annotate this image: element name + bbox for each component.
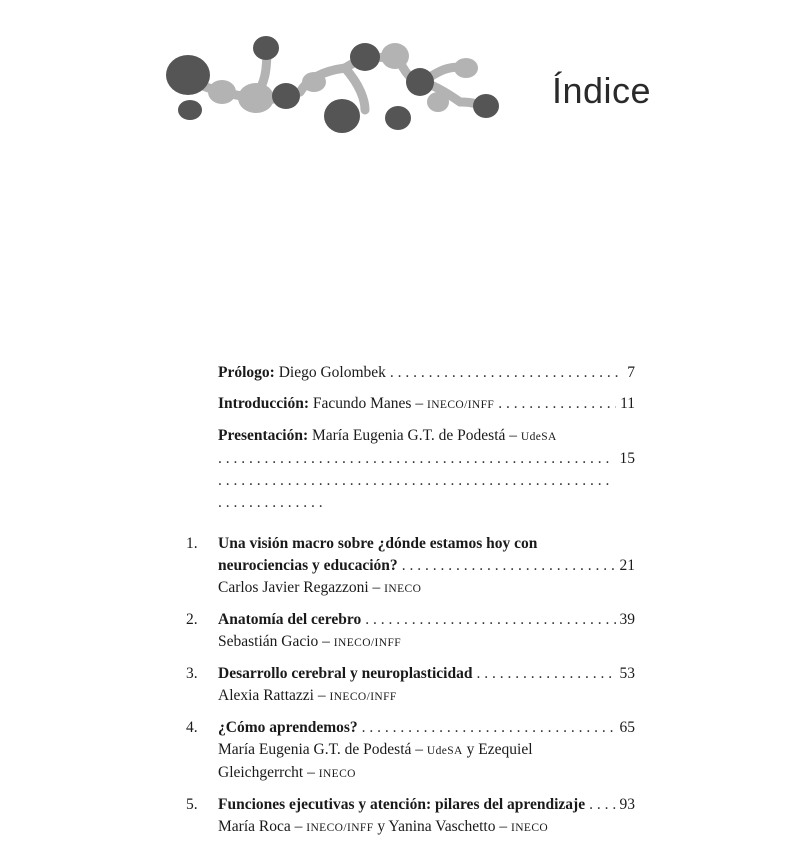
molecule-node	[454, 58, 478, 78]
entry-title: ¿Cómo aprendemos?	[218, 719, 358, 736]
chapter-number: 2.	[186, 611, 198, 628]
entry-title: Prólogo:	[218, 364, 275, 381]
entry-title-cont: neurociencias y educación?	[218, 557, 398, 574]
entry-affiliation: INECO	[384, 583, 422, 595]
page-number: 7	[627, 364, 635, 381]
entry-author: Alexia Rattazzi –	[218, 687, 326, 704]
toc-entry-chapter-1	[0, 533, 800, 600]
chapter-number: 3.	[186, 665, 198, 682]
entry-author-cont: y Yanina Vaschetto –	[377, 818, 508, 835]
entry-title: Introducción:	[218, 395, 310, 412]
leader-dots	[390, 362, 623, 384]
toc-entry-presentacion	[0, 425, 800, 514]
entry-affiliation: INECO/INFF	[333, 637, 402, 649]
entry-author: Facundo Manes –	[312, 395, 424, 412]
molecule-node	[350, 43, 380, 71]
table-of-contents	[0, 362, 800, 848]
molecule-node	[381, 43, 409, 69]
molecule-node	[166, 55, 210, 95]
page-number: 11	[620, 395, 635, 412]
molecule-node	[253, 36, 279, 60]
molecule-node	[473, 94, 499, 118]
leader-dots	[476, 663, 615, 685]
page-number: 21	[619, 557, 635, 574]
leader-dots	[402, 555, 616, 577]
molecule-node	[324, 99, 360, 133]
toc-entry-chapter-5	[0, 794, 800, 839]
molecule-graphic	[160, 30, 505, 140]
entry-affiliation: INECO/INFF	[426, 399, 495, 411]
page-number: 93	[619, 796, 635, 813]
toc-entry-chapter-4	[0, 717, 800, 785]
entry-affiliation: INECO	[511, 822, 549, 834]
leader-dots	[218, 448, 616, 514]
entry-title: Una visión macro sobre ¿dónde estamos hoy con	[218, 535, 538, 552]
entry-affiliation: UdeSA	[426, 745, 463, 757]
entry-affiliation: UdeSA	[520, 431, 557, 443]
entry-author: María Roca –	[218, 818, 303, 835]
leader-dots	[365, 609, 615, 631]
molecule-node	[406, 68, 434, 96]
entry-title: Presentación:	[218, 427, 309, 444]
toc-entry-chapter-3	[0, 663, 800, 708]
molecule-nodes	[166, 36, 499, 133]
entry-affiliation: INECO	[318, 768, 356, 780]
chapter-number: 5.	[186, 796, 198, 813]
page-title: Índice	[552, 70, 652, 111]
molecule-node	[385, 106, 411, 130]
entry-affiliation: INECO/INFF	[306, 822, 374, 834]
leader-dots	[589, 794, 615, 816]
entry-author: María Eugenia G.T. de Podestá –	[311, 427, 518, 444]
chapter-number: 4.	[186, 719, 198, 736]
entry-author-cont: y Ezequiel	[466, 741, 533, 758]
leader-dots	[362, 717, 616, 739]
toc-entry-introduccion	[0, 393, 800, 416]
entry-author: Gleichgerrcht –	[218, 764, 315, 781]
page-number: 65	[619, 719, 635, 736]
entry-author: Sebastián Gacio –	[218, 633, 330, 650]
molecule-node	[238, 83, 274, 113]
entry-author: María Eugenia G.T. de Podestá –	[218, 741, 424, 758]
molecule-node	[427, 92, 449, 112]
molecule-node	[178, 100, 202, 120]
entry-author: Diego Golombek	[278, 364, 386, 381]
molecule-node	[302, 72, 326, 92]
page-number: 39	[619, 611, 635, 628]
molecule-node	[208, 80, 236, 104]
entry-title: Anatomía del cerebro	[218, 611, 362, 628]
page-number: 15	[619, 450, 635, 467]
leader-dots	[498, 393, 616, 415]
entry-affiliation: INECO/INFF	[329, 691, 397, 703]
toc-entry-prologo	[0, 362, 800, 384]
page-number: 53	[619, 665, 635, 682]
entry-title: Funciones ejecutivas y atención: pilares del aprendizaje	[218, 796, 586, 813]
chapter-number: 1.	[186, 535, 198, 552]
entry-title: Desarrollo cerebral y neuroplasticidad	[218, 665, 473, 682]
molecule-node	[272, 83, 300, 109]
entry-author: Carlos Javier Regazzoni –	[218, 579, 381, 596]
toc-entry-chapter-2	[0, 609, 800, 654]
